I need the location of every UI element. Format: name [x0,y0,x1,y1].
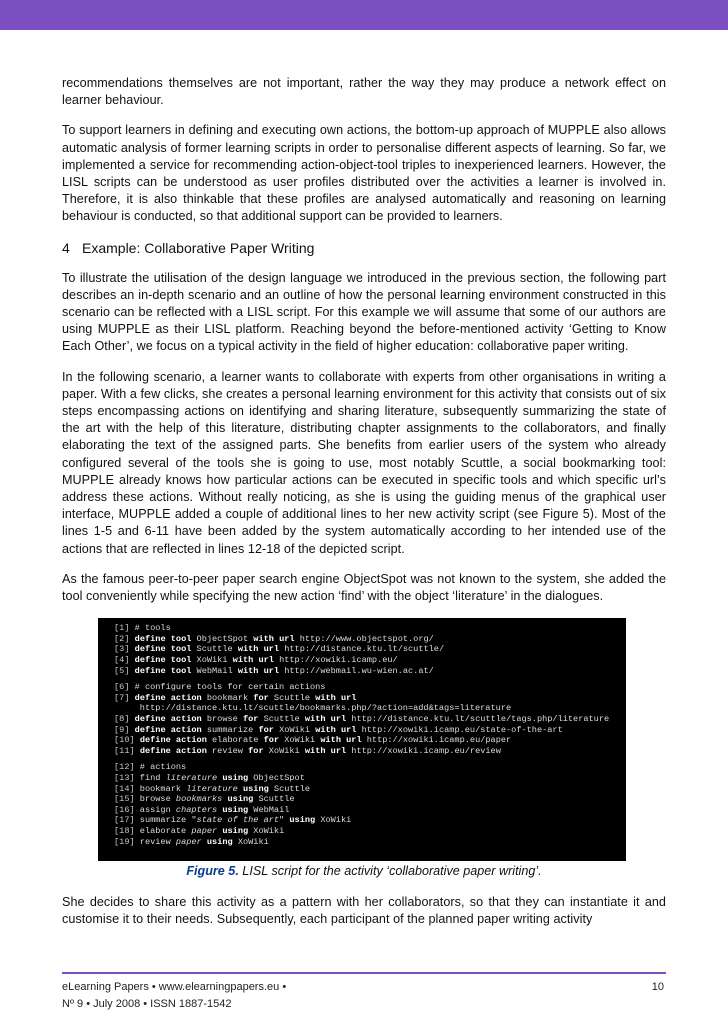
code-keyword: with url [253,633,295,644]
code-token: state of the art [196,815,280,826]
code-token: XoWiki [315,815,352,826]
code-line-number: [15] [114,794,135,805]
code-token: chapters [175,804,218,815]
code-line [114,815,620,826]
code-keyword: for [263,735,280,746]
code-line-number: [7] [114,692,130,703]
code-line [114,693,620,704]
code-line [114,703,620,714]
code-keyword: with url [320,735,362,746]
code-line [114,655,620,666]
code-keyword: for [242,714,259,725]
code-line [114,714,620,725]
code-keyword: using [289,815,316,826]
code-token: " [279,815,290,826]
paragraph-6: She decides to share this activity as a pattern with her collaborators, so that they can instantiate it and customise it to their needs. Subsequently, each participant of the planned paper writing activity [62,895,666,927]
code-line-number: [12] [114,762,135,773]
code-token: XoWiki [279,735,321,746]
code-keyword: with url [304,714,347,725]
code-token: http://xowiki.icamp.eu/ [273,655,398,666]
code-keyword: with url [315,692,357,703]
code-keyword: using [222,825,249,836]
figure-caption-label: Figure 5. [186,864,239,879]
code-token: XoWiki [191,655,233,666]
code-line [114,634,620,645]
footer [62,979,666,1013]
code-token: elaborate [206,735,264,746]
code-line-number: [14] [114,783,135,794]
code-token: # actions [134,762,187,773]
code-keyword: for [253,692,269,703]
paragraph-5: As the famous peer-to-peer paper search engine ObjectSpot was not known to the system, she added the tool conveniently while specifying the new action ‘find’ with the object ‘literature’ in the dialogues. [62,571,666,604]
code-keyword: define tool [134,655,192,666]
code-line [114,784,620,795]
code-line [114,794,620,805]
code-line [114,725,620,736]
code-line [114,644,620,655]
top-accent-bar [0,0,728,30]
code-keyword: with url [304,745,347,756]
footer-rule [62,972,666,974]
section-title: Example: Collaborative Paper Writing [82,239,315,256]
code-token: http://xowiki.icamp.eu/state-of-the-art [356,724,563,735]
code-token: summarize " [134,815,197,826]
code-token: literature [165,773,218,783]
code-token: XoWiki [248,825,285,836]
code-token: literature [186,783,238,794]
code-token: Scuttle [258,714,305,725]
section-heading [62,239,666,257]
code-keyword: define action [139,735,207,746]
code-line [114,762,620,773]
code-keyword: define action [134,692,202,703]
code-line-number: [10] [114,735,135,746]
code-keyword: define tool [134,633,192,644]
code-token: paper [175,836,202,847]
footer-line-1: eLearning Papers • www.elearningpapers.eu • [62,981,287,993]
code-line-number: [8] [114,714,130,725]
code-token: # configure tools for certain actions [129,682,326,693]
page-content [62,75,666,942]
code-token: bookmarks [175,794,223,805]
code-token: Scuttle [191,644,238,655]
code-token: paper [191,825,218,836]
code-keyword: define action [139,745,207,756]
code-token: ObjectSpot [248,773,305,783]
code-keyword: using [206,836,233,847]
code-keyword: using [222,804,249,815]
code-token: browse [134,794,176,805]
figure-caption-text: LISL script for the activity ‘collaborative paper writing’. [238,864,542,879]
page-number: 10 [651,981,664,993]
paragraph-1: recommendations themselves are not important, rather the way they may produce a network effect on learner behaviour. [62,76,666,108]
code-token: browse [201,714,243,725]
code-line-number: [19] [114,836,135,847]
lisl-script-code [114,623,620,847]
code-token: review [206,745,249,756]
paragraph-2: To support learners in defining and executing own actions, the bottom-up approach of MUPPLE also allows automatic analysis of former learning scripts in order to personalise different aspects of learning. So far, we implemented a service for recommending action-object-tool triples to inexperienced learners. However, the LISL scripts can be understood as user profiles distributed over the activities a learner is involved in. Therefore, it is also thinkable that these profiles are analysed automatically and reasoning on learning behaviour is conducted, so that additional support can be provided to learners. [62,123,666,224]
code-line [114,682,620,693]
code-token: bookmark [201,692,254,703]
code-token: summarize [201,724,259,735]
code-token: ObjectSpot [191,633,254,644]
code-line-number: [3] [114,644,130,655]
code-line-number: [17] [114,815,135,826]
code-line [114,837,620,848]
code-token: http://webmail.wu-wien.ac.at/ [279,665,434,676]
section-number: 4 [62,239,70,256]
figure-caption [62,864,666,878]
code-keyword: using [242,783,269,794]
code-token: http://distance.ktu.lt/scuttle/tags.php/literature [346,714,610,725]
code-line [114,805,620,816]
code-keyword: using [227,794,254,805]
code-token: XoWiki [263,745,305,756]
paragraph-3: To illustrate the utilisation of the design language we introduced in the previous section, the following part describes an in-depth scenario and an outline of how the personal learning environment constructed in this scenario can be reflected with a LISL script. For this example we will assume that some of our authors are using MUPPLE as their LISL platform. Reaching beyond the before-mentioned activity ‘Getting to Know Each Other’, we focus on a typical activity in the field of higher education: collaborative paper writing. [62,270,666,354]
code-keyword: define tool [134,665,192,676]
code-token: http://distance.ktu.lt/scuttle/ [279,644,445,655]
code-token: Scuttle [268,783,311,794]
code-keyword: using [222,773,249,783]
code-line-number: [9] [114,724,130,735]
code-line-number: [5] [114,665,130,676]
code-token: http://xowiki.icamp.eu/review [346,745,501,756]
code-line [114,773,620,784]
code-keyword: with url [237,665,280,676]
code-token: XoWiki [273,724,316,735]
code-keyword: define tool [134,644,192,655]
code-token: bookmark [134,783,187,794]
code-token: http://xowiki.icamp.eu/paper [361,735,512,746]
code-keyword: for [258,724,274,735]
code-keyword: define action [134,724,202,735]
code-keyword: with url [237,644,280,655]
code-token: review [134,836,176,847]
code-token: WebMail [248,804,290,815]
code-token: find [134,773,166,783]
code-line [114,826,620,837]
code-line [114,666,620,677]
footer-line-2: Nº 9 • July 2008 • ISSN 1887-1542 [62,998,232,1010]
code-line-number: [16] [114,804,135,815]
code-line-number: [18] [114,825,135,836]
code-token: Scuttle [268,692,316,703]
code-line-number: [1] [114,623,130,634]
code-token: # tools [129,623,171,634]
code-keyword: define action [134,714,202,725]
code-token: assign [134,804,176,815]
code-line [114,623,620,634]
code-keyword: for [248,745,264,756]
code-line-number: [4] [114,655,130,666]
figure-5-code-box [98,618,626,861]
code-token: elaborate [134,825,192,836]
code-token: http://www.objectspot.org/ [294,633,434,644]
code-line [114,746,620,757]
code-keyword: with url [232,655,274,666]
code-line-number: [13] [114,773,135,783]
code-line-number: [11] [114,745,135,756]
code-line-number: [6] [114,682,130,693]
code-token: http://distance.ktu.lt/scuttle/bookmarks.php/?action=add&tags=literature [114,703,512,714]
code-token: XoWiki [232,836,269,847]
code-line [114,735,620,746]
paragraph-4: In the following scenario, a learner wants to collaborate with experts from other organisations in writing a paper. With a few clicks, she creates a personal learning environment for this activity that consists out of six steps encompassing actions on identifying and sharing literature, subsequently summarizing the state of the art with the help of this literature, distributing chapter assignments to the collaborators, and finally elaborating the text of the assigned parts. She benefits from earlier users of the system who already configured several of the tools she is going to use, most notably Scuttle, a social bookmarking tool: MUPPLE already knows how particular actions can be executed in specific tools and which specific url’s address these actions. Without really noticing, as she is using the guiding menus of the graphical user interface, MUPPLE added a couple of additional lines to her new activity script (see Figure 5). Most of the lines 1-5 and 6-11 have been added by the system automatically according to her intended use of the actions that are reflected in lines 12-18 of the depicted script. [62,369,666,556]
code-keyword: with url [315,724,357,735]
code-token: Scuttle [253,794,295,805]
code-line-number: [2] [114,633,130,644]
code-token: WebMail [191,665,238,676]
